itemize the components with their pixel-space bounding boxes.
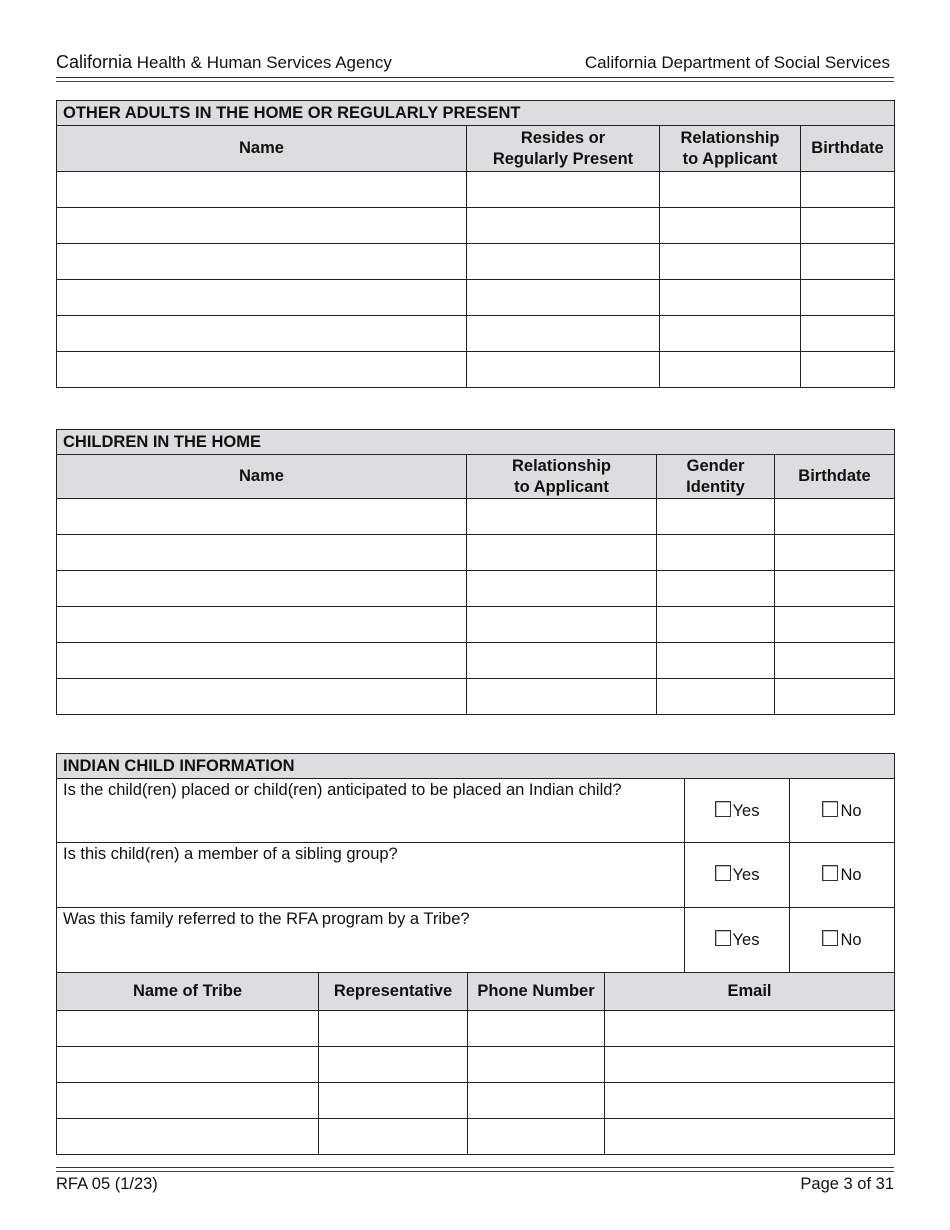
- tribe-name-cell[interactable]: [57, 1083, 319, 1119]
- tribe-email-cell[interactable]: [605, 1119, 895, 1155]
- child-gender-cell[interactable]: [657, 571, 775, 607]
- tribe-col-representative: Representative: [319, 973, 468, 1011]
- checkbox-icon[interactable]: [822, 865, 838, 881]
- adults-col-relationship-line2: to Applicant: [682, 149, 778, 168]
- tribe-representative-cell[interactable]: [319, 1011, 468, 1047]
- table-row: [57, 280, 895, 316]
- adult-relationship-cell[interactable]: [660, 172, 801, 208]
- child-relationship-cell[interactable]: [467, 679, 657, 715]
- tribe-representative-cell[interactable]: [319, 1047, 468, 1083]
- table-row: [57, 571, 895, 607]
- page-number: Page 3 of 31: [800, 1175, 894, 1193]
- adult-relationship-cell[interactable]: [660, 352, 801, 388]
- child-birthdate-cell[interactable]: [775, 643, 895, 679]
- children-table: [56, 429, 895, 715]
- adult-name-cell[interactable]: [57, 352, 467, 388]
- adult-birthdate-cell[interactable]: [801, 172, 895, 208]
- tribe-col-name: Name of Tribe: [57, 973, 319, 1011]
- children-col-relationship-line1: Relationship: [511, 456, 611, 475]
- child-gender-cell[interactable]: [657, 679, 775, 715]
- adult-relationship-cell[interactable]: [660, 244, 801, 280]
- q1-no-option[interactable]: [790, 779, 895, 843]
- table-row: [57, 1119, 895, 1155]
- child-birthdate-cell[interactable]: [775, 607, 895, 643]
- child-gender-cell[interactable]: [657, 499, 775, 535]
- adults-col-resides: [467, 126, 660, 172]
- adult-birthdate-cell[interactable]: [801, 316, 895, 352]
- agency-rest: Health & Human Services Agency: [132, 53, 392, 72]
- child-name-cell[interactable]: [57, 535, 467, 571]
- adult-relationship-cell[interactable]: [660, 316, 801, 352]
- adult-birthdate-cell[interactable]: [801, 208, 895, 244]
- yes-label: Yes: [732, 801, 760, 820]
- child-relationship-cell[interactable]: [467, 643, 657, 679]
- adult-name-cell[interactable]: [57, 172, 467, 208]
- tribe-representative-cell[interactable]: [319, 1119, 468, 1155]
- q3-yes-option[interactable]: [685, 908, 790, 973]
- child-name-cell[interactable]: [57, 499, 467, 535]
- question-tribe-referral: Was this family referred to the RFA program by a Tribe?: [57, 908, 685, 973]
- tribe-col-email: Email: [605, 973, 895, 1011]
- children-col-gender-line2: Identity: [686, 477, 745, 496]
- checkbox-icon[interactable]: [715, 801, 731, 817]
- children-title: CHILDREN IN THE HOME: [57, 430, 895, 455]
- child-relationship-cell[interactable]: [467, 535, 657, 571]
- tribe-name-cell[interactable]: [57, 1011, 319, 1047]
- child-name-cell[interactable]: [57, 643, 467, 679]
- adult-resides-cell[interactable]: [467, 316, 660, 352]
- table-row: [57, 1011, 895, 1047]
- adults-col-name: Name: [57, 126, 467, 172]
- child-relationship-cell[interactable]: [467, 499, 657, 535]
- tribe-phone-cell[interactable]: [468, 1011, 605, 1047]
- adult-resides-cell[interactable]: [467, 280, 660, 316]
- tribe-email-cell[interactable]: [605, 1083, 895, 1119]
- checkbox-icon[interactable]: [715, 865, 731, 881]
- children-col-relationship-line2: to Applicant: [514, 477, 609, 496]
- child-gender-cell[interactable]: [657, 643, 775, 679]
- footer-rule-bottom: [56, 1171, 894, 1172]
- indian-child-table: [56, 753, 895, 1155]
- q3-no-option[interactable]: [790, 908, 895, 973]
- q2-yes-option[interactable]: [685, 843, 790, 908]
- checkbox-icon[interactable]: [715, 930, 731, 946]
- table-row: [57, 352, 895, 388]
- adult-resides-cell[interactable]: [467, 352, 660, 388]
- agency-name: [56, 52, 392, 73]
- checkbox-icon[interactable]: [822, 801, 838, 817]
- adults-col-resides-line1: Resides or: [520, 128, 606, 147]
- tribe-email-cell[interactable]: [605, 1047, 895, 1083]
- children-col-birthdate: Birthdate: [775, 455, 895, 499]
- adults-col-resides-line2: Regularly Present: [492, 149, 634, 168]
- yes-label: Yes: [732, 866, 760, 884]
- footer-rule-top: [56, 1167, 894, 1168]
- children-col-gender: [657, 455, 775, 499]
- child-birthdate-cell[interactable]: [775, 571, 895, 607]
- adult-birthdate-cell[interactable]: [801, 280, 895, 316]
- tribe-col-phone: Phone Number: [468, 973, 605, 1011]
- adults-col-relationship-line1: Relationship: [680, 128, 780, 147]
- yes-label: Yes: [732, 931, 760, 949]
- child-gender-cell[interactable]: [657, 607, 775, 643]
- tribe-name-cell[interactable]: [57, 1047, 319, 1083]
- adult-resides-cell[interactable]: [467, 208, 660, 244]
- agency-state: California: [56, 52, 133, 72]
- table-row: [57, 208, 895, 244]
- adults-col-birthdate: Birthdate: [801, 126, 895, 172]
- tribe-representative-cell[interactable]: [319, 1083, 468, 1119]
- no-label: No: [840, 866, 862, 884]
- adult-name-cell[interactable]: [57, 244, 467, 280]
- table-row: [57, 607, 895, 643]
- department-name: California Department of Social Services: [584, 53, 890, 72]
- table-row: [57, 244, 895, 280]
- table-row: [57, 1047, 895, 1083]
- tribe-name-cell[interactable]: [57, 1119, 319, 1155]
- adult-birthdate-cell[interactable]: [801, 244, 895, 280]
- no-label: No: [840, 801, 862, 820]
- table-row: [57, 1083, 895, 1119]
- adult-relationship-cell[interactable]: [660, 280, 801, 316]
- other-adults-title: OTHER ADULTS IN THE HOME OR REGULARLY PRESENT: [57, 101, 895, 126]
- other-adults-table: [56, 100, 895, 388]
- child-gender-cell[interactable]: [657, 535, 775, 571]
- tribe-phone-cell[interactable]: [468, 1119, 605, 1155]
- tribe-phone-cell[interactable]: [468, 1047, 605, 1083]
- question-sibling-group: Is this child(ren) a member of a sibling group?: [57, 843, 685, 908]
- table-row: [57, 499, 895, 535]
- tribe-email-cell[interactable]: [605, 1011, 895, 1047]
- table-row: [57, 679, 895, 715]
- table-row: [57, 643, 895, 679]
- child-relationship-cell[interactable]: [467, 607, 657, 643]
- child-birthdate-cell[interactable]: [775, 535, 895, 571]
- adults-col-relationship: [660, 126, 801, 172]
- adult-resides-cell[interactable]: [467, 172, 660, 208]
- adult-birthdate-cell[interactable]: [801, 352, 895, 388]
- adult-relationship-cell[interactable]: [660, 208, 801, 244]
- checkbox-icon[interactable]: [822, 930, 838, 946]
- question-indian-child: Is the child(ren) placed or child(ren) anticipated to be placed an Indian child?: [57, 779, 685, 843]
- child-name-cell[interactable]: [57, 571, 467, 607]
- children-col-gender-line1: Gender: [686, 456, 745, 475]
- child-relationship-cell[interactable]: [467, 571, 657, 607]
- table-row: [57, 172, 895, 208]
- child-name-cell[interactable]: [57, 607, 467, 643]
- adult-name-cell[interactable]: [57, 280, 467, 316]
- table-row: [57, 316, 895, 352]
- child-name-cell[interactable]: [57, 679, 467, 715]
- no-label: No: [840, 931, 862, 949]
- tribe-phone-cell[interactable]: [468, 1083, 605, 1119]
- adult-name-cell[interactable]: [57, 208, 467, 244]
- page-header: [56, 52, 890, 74]
- table-row: [57, 535, 895, 571]
- form-id: RFA 05 (1/23): [56, 1175, 158, 1193]
- indian-child-title: INDIAN CHILD INFORMATION: [57, 754, 895, 779]
- child-birthdate-cell[interactable]: [775, 679, 895, 715]
- children-col-name: Name: [57, 455, 467, 499]
- q1-yes-option[interactable]: [685, 779, 790, 843]
- children-col-relationship: [467, 455, 657, 499]
- adult-resides-cell[interactable]: [467, 244, 660, 280]
- q2-no-option[interactable]: [790, 843, 895, 908]
- header-rule-bottom: [56, 81, 894, 82]
- header-rule-top: [56, 77, 894, 78]
- child-birthdate-cell[interactable]: [775, 499, 895, 535]
- adult-name-cell[interactable]: [57, 316, 467, 352]
